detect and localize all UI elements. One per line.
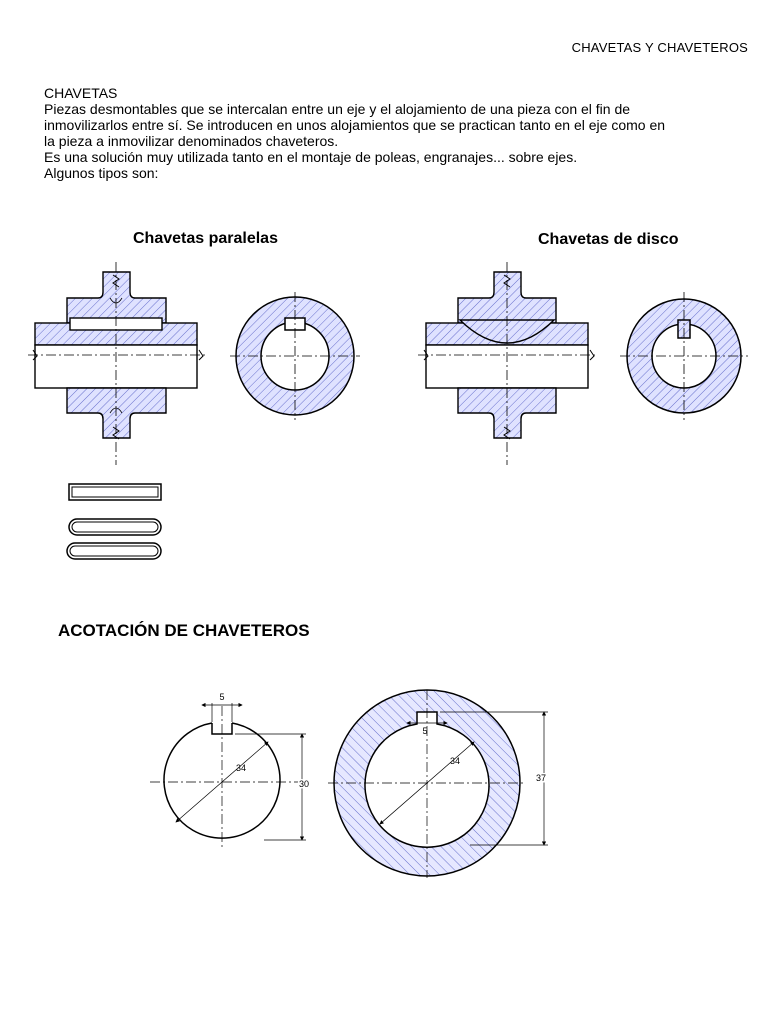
shaft-key-width-label: 5 (219, 692, 225, 702)
intro-line-types: Algunos tipos son: (44, 165, 159, 181)
parallel-key-types (67, 484, 161, 559)
hub-key-width-label: 5 (422, 726, 428, 736)
shaft-keyway-dimension-drawing (150, 703, 306, 850)
hub-keyway-dimension-drawing (328, 690, 548, 878)
hub-diameter-label: 34 (449, 756, 461, 766)
intro-paragraph-line-3: la pieza a inmovilizar denominados chaveteros. (44, 133, 339, 149)
intro-heading: CHAVETAS (44, 85, 118, 101)
page-header-title: CHAVETAS Y CHAVETEROS (571, 40, 748, 55)
intro-line-usage: Es una solución muy utilizada tanto en el montaje de poleas, engranajes... sobre ejes. (44, 149, 578, 165)
section-title-disc-keys: Chavetas de disco (538, 231, 679, 248)
intro-paragraph-line-1: Piezas desmontables que se intercalan entre un eje y el alojamiento de una pieza con el fin de (44, 101, 631, 117)
shaft-depth-label: 30 (298, 779, 310, 789)
section-title-parallel-keys: Chavetas paralelas (133, 230, 278, 247)
intro-paragraph-line-2: inmovilizarlos entre sí. Se introducen en unos alojamientos que se practican tanto en el eje como en (44, 117, 666, 133)
shaft-diameter-label: 34 (235, 763, 247, 773)
section-title-keyway-dimensioning: ACOTACIÓN DE CHAVETEROS (58, 621, 310, 640)
hub-depth-label: 37 (535, 773, 547, 783)
